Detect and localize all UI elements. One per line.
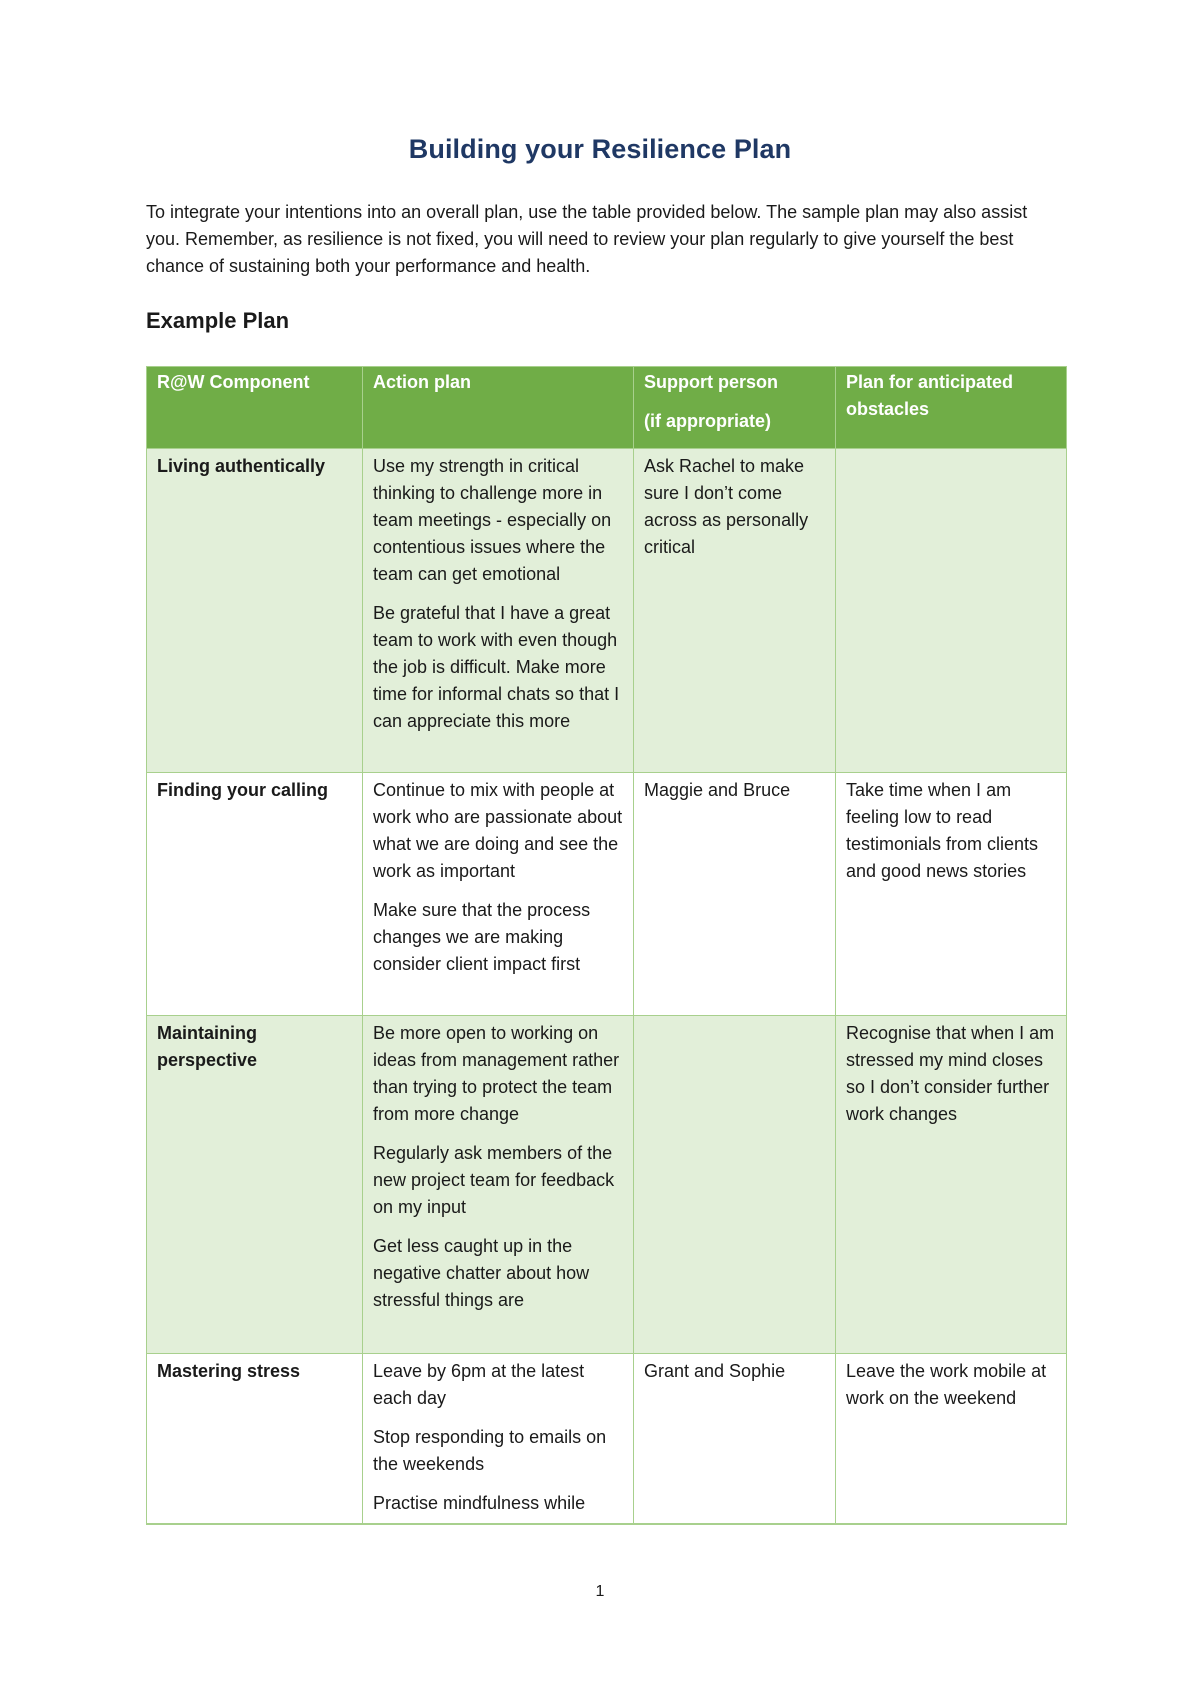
- header-action-plan: Action plan: [363, 367, 634, 449]
- table-header-row: [147, 367, 1067, 449]
- row-support-person: [634, 1016, 836, 1354]
- row-component: Maintaining perspective: [147, 1016, 363, 1354]
- row-action-plan: [363, 1354, 634, 1525]
- action-item: Practise mindfulness while: [373, 1493, 586, 1513]
- row-component: Mastering stress: [147, 1354, 363, 1525]
- header-support-person: Support person (if appropriate): [634, 367, 836, 449]
- row-obstacles: Leave the work mobile at work on the weekend: [836, 1354, 1067, 1525]
- header-support-subtitle: (if appropriate): [644, 411, 772, 431]
- row-action-plan: [363, 773, 634, 1016]
- row-action-plan: [363, 1016, 634, 1354]
- action-item: Make sure that the process changes we are making consider client impact first: [373, 900, 591, 974]
- row-support-person: Maggie and Bruce: [634, 773, 836, 1016]
- action-item: Leave by 6pm at the latest each day: [373, 1361, 585, 1408]
- table-row: [147, 1016, 1067, 1354]
- table-row: [147, 449, 1067, 773]
- row-obstacles: Take time when I am feeling low to read testimonials from clients and good news stories: [836, 773, 1067, 1016]
- action-item: Be more open to working on ideas from management rather than trying to protect the team from more change: [373, 1023, 620, 1124]
- section-heading: Example Plan: [146, 308, 290, 333]
- table-row: [147, 773, 1067, 1016]
- row-obstacles: Recognise that when I am stressed my mind closes so I don’t consider further work changes: [836, 1016, 1067, 1354]
- intro-paragraph: To integrate your intentions into an overall plan, use the table provided below. The sample plan may also assist you. Remember, as resilience is not fixed, you will need to review your plan regularly to give yourself the best chance of sustaining both your performance and health.: [146, 202, 1028, 276]
- action-item: Stop responding to emails on the weekends: [373, 1427, 607, 1474]
- row-component: Living authentically: [147, 449, 363, 773]
- action-item: Get less caught up in the negative chatter about how stressful things are: [373, 1236, 590, 1310]
- header-component: R@W Component: [147, 367, 363, 449]
- row-component: Finding your calling: [147, 773, 363, 1016]
- row-support-person: Grant and Sophie: [634, 1354, 836, 1525]
- action-item: Be grateful that I have a great team to work with even though the job is difficult. Make more time for informal chats so that I can appreciate this more: [373, 603, 620, 731]
- action-item: Continue to mix with people at work who are passionate about what we are doing and see the work as important: [373, 780, 623, 881]
- header-obstacles: Plan for anticipated obstacles: [836, 367, 1067, 449]
- row-support-person: Ask Rachel to make sure I don’t come across as personally critical: [634, 449, 836, 773]
- row-obstacles: [836, 449, 1067, 773]
- page-number: 1: [595, 1583, 605, 1600]
- row-action-plan: [363, 449, 634, 773]
- action-item: Regularly ask members of the new project team for feedback on my input: [373, 1143, 615, 1217]
- action-item: Use my strength in critical thinking to challenge more in team meetings - especially on contentious issues where the team can get emotional: [373, 456, 612, 584]
- table-row: [147, 1354, 1067, 1525]
- resilience-plan-table: [146, 366, 1067, 1525]
- page-title: Building your Resilience Plan: [408, 134, 792, 164]
